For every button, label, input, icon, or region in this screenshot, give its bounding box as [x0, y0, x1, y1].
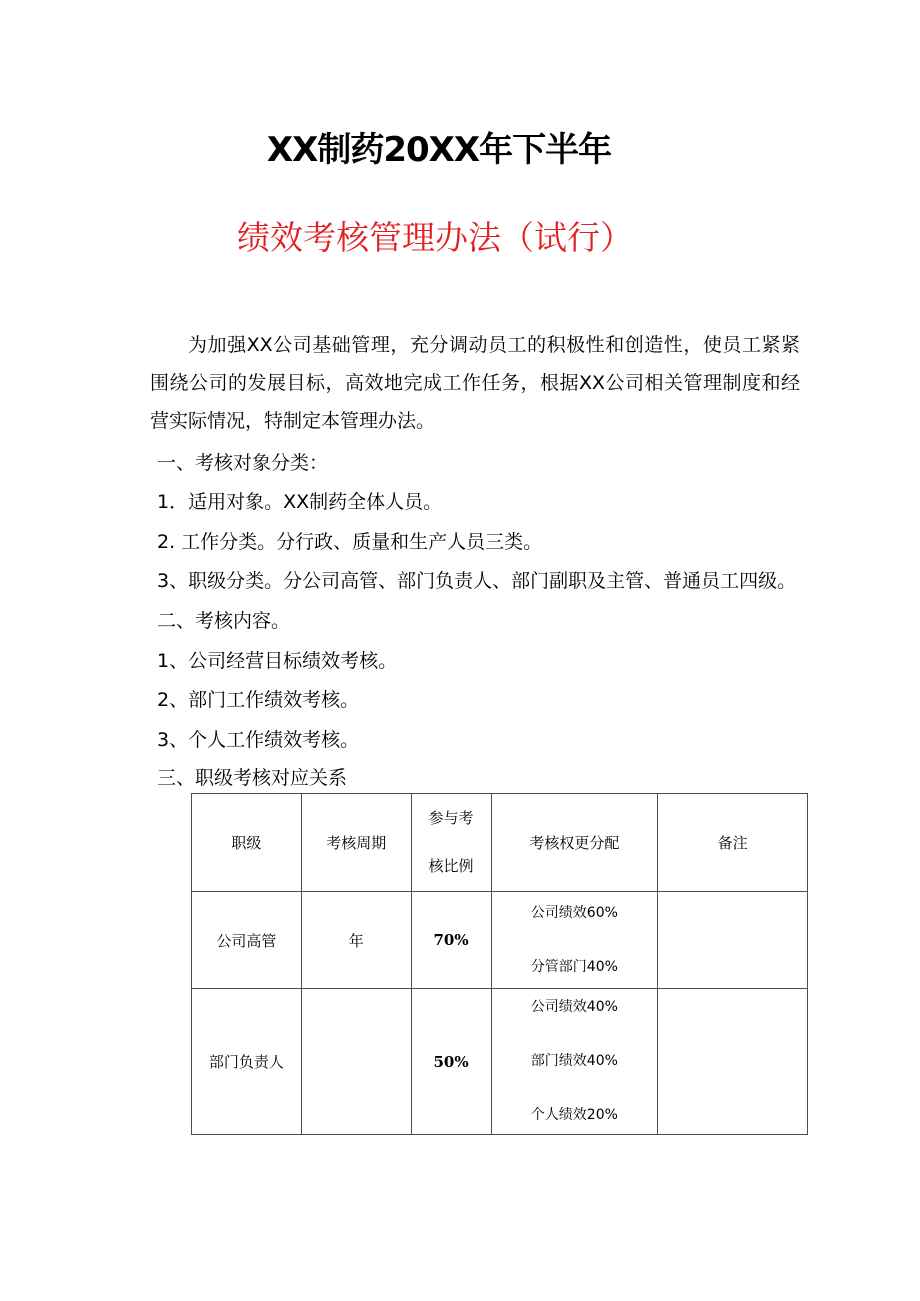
- table-row: [192, 989, 808, 1135]
- section-2-item-3: 3、个人工作绩效考核。: [157, 729, 360, 751]
- grade-assessment-table: [191, 793, 808, 1135]
- cell-period: 年: [301, 892, 411, 989]
- header-weight: 考核权更分配: [491, 794, 658, 892]
- weight-item: 个人绩效20%: [530, 1107, 618, 1123]
- document-subtitle: 绩效考核管理办法（试行）: [237, 218, 633, 257]
- section-2-heading: 二、考核内容。: [157, 610, 291, 632]
- cell-level: 公司高管: [192, 892, 302, 989]
- document-title: XX制药20XX年下半年: [266, 130, 612, 170]
- table-row: [192, 892, 808, 989]
- intro-paragraph: 为加强XX公司基础管理，充分调动员工的积极性和创造性，使员工紧紧围绕公司的发展目标，高效地完成工作任务，根据XX公司相关管理制度和经营实际情况，特制定本管理办法。: [150, 334, 800, 432]
- cell-note: [658, 892, 808, 989]
- section-1-item-3: 3、职级分类。分公司高管、部门负责人、部门副职及主管、普通员工四级。: [157, 570, 797, 592]
- section-1-heading: 一、考核对象分类：: [157, 452, 329, 474]
- header-level: 职级: [192, 794, 302, 892]
- cell-level: 部门负责人: [192, 989, 302, 1135]
- cell-weights: [491, 989, 658, 1135]
- section-2-item-2: 2、部门工作绩效考核。: [157, 689, 360, 711]
- header-ratio-line-2: 核比例: [428, 857, 474, 875]
- table-header-row: [192, 794, 808, 892]
- cell-weights: [491, 892, 658, 989]
- section-2-item-1: 1、公司经营目标绩效考核。: [157, 650, 398, 672]
- cell-period: [301, 989, 411, 1135]
- weight-item: 部门绩效40%: [530, 1053, 618, 1069]
- weight-item: 公司绩效40%: [530, 999, 618, 1015]
- header-period: 考核周期: [301, 794, 411, 892]
- section-1-item-1: 1．适用对象。XX制药全体人员。: [157, 491, 443, 513]
- cell-note: [658, 989, 808, 1135]
- header-ratio: [411, 794, 491, 892]
- weight-item: 分管部门40%: [530, 958, 618, 975]
- header-note: 备注: [658, 794, 808, 892]
- cell-ratio: 50%: [411, 989, 491, 1135]
- cell-ratio: 70%: [411, 892, 491, 989]
- section-3-heading: 三、职级考核对应关系: [157, 767, 348, 789]
- header-ratio-line-1: 参与考: [428, 809, 474, 827]
- weight-item: 公司绩效60%: [530, 904, 618, 921]
- section-1-item-2: 2. 工作分类。分行政、质量和生产人员三类。: [157, 531, 543, 553]
